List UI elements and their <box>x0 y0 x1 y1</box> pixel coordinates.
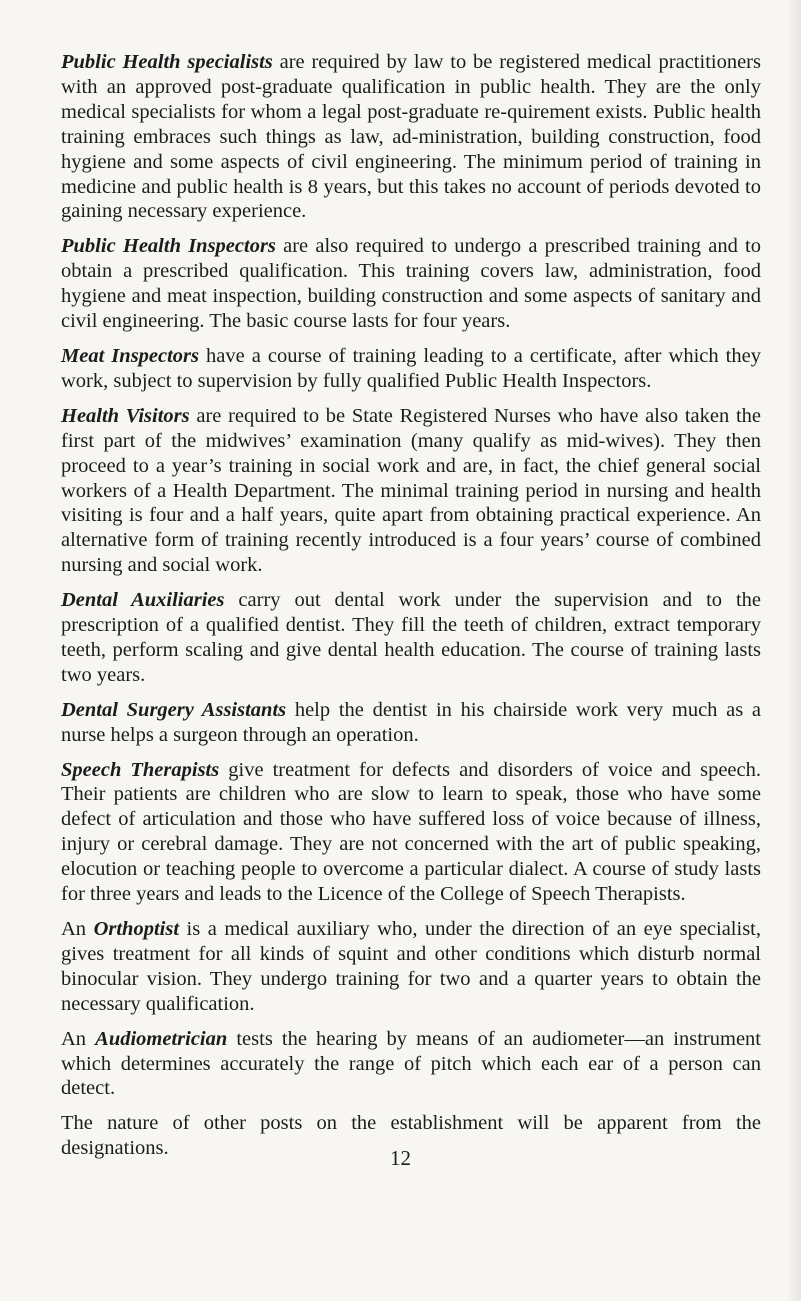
paragraph-audiometrician <box>61 1027 761 1102</box>
paragraph-text: help the dentist in his chairside work very much as a nurse helps a surgeon through an operation. <box>61 698 761 746</box>
term-dental-auxiliaries: Dental Auxiliaries <box>61 589 225 612</box>
term-orthoptist: Orthoptist <box>93 918 180 940</box>
paragraph-health-visitors <box>61 404 761 578</box>
term-dental-surgery-assistants: Dental Surgery Assistants <box>61 698 287 721</box>
paragraph-prefix: An <box>61 1027 96 1050</box>
paragraph-text: is a medical auxiliary who, under the direction of an eye specialist, gives treatment for all kinds of squint and other conditions which disturb normal binocular vision. They undergo training for two and a quarter years to obtain the necessary qualification. <box>61 918 761 1015</box>
paragraph-text: tests the hearing by means of an audiometer—an instrument which determines accurately the range of pitch which each ear of a person can detect. <box>61 1027 761 1100</box>
paragraph-text: are required to be State Registered Nurses who have also taken the first part of the midwives’ examination (many qualify as mid-wives). They then proceed to a year’s training in social work and are, in fact, the chief general social workers of a Health Department. The minimal training period in nursing and health visiting is four and a half years, quite apart from obtaining practical experience. An alternative form of training recently introduced is a four years’ course of combined nursing and social work. <box>61 404 761 577</box>
paragraph-dental-auxiliaries <box>61 588 761 688</box>
term-speech-therapists: Speech Therapists <box>61 758 220 781</box>
term-meat-inspectors: Meat Inspectors <box>61 344 200 367</box>
paragraph-prefix: An <box>61 918 94 940</box>
paragraph-speech-therapists <box>61 758 761 907</box>
term-health-visitors: Health Visitors <box>61 404 190 427</box>
paragraph-text: are also required to undergo a prescribed training and to obtain a prescribed qualification. This training covers law, administration, food hygiene and meat inspection, building construction and some aspects of sanitary and civil engineering. The basic course lasts for four years. <box>61 235 761 333</box>
paragraph-text: carry out dental work under the supervision and to the prescription of a qualified dentist. They fill the teeth of children, extract temporary teeth, perform scaling and give dental health education. The course of training lasts two years. <box>61 589 761 686</box>
paragraph-orthoptist <box>61 917 761 1017</box>
paragraph-dental-surgery-assistants <box>61 698 761 748</box>
document-body <box>61 50 761 1171</box>
page-edge-shadow <box>787 0 801 1301</box>
paragraph-text: give treatment for defects and disorders of voice and speech. Their patients are children who are slow to learn to speak, those who have some defect of articulation and those who have suffered loss of voice because of illness, injury or cerebral damage. They are not concerned with the art of public speaking, elocution or teaching people to overcome a particular dialect. A course of study lasts for three years and leads to the Licence of the College of Speech Therapists. <box>61 758 761 906</box>
term-public-health-inspectors: Public Health Inspectors <box>61 235 276 258</box>
paragraph-text: The nature of other posts on the establishment will be apparent from the designations. <box>61 1112 761 1160</box>
term-audiometrician: Audiometrician <box>95 1027 228 1050</box>
term-public-health-specialists: Public Health specialists <box>61 51 273 73</box>
paragraph-text: are required by law to be registered medical practitioners with an approved post-graduate qualification in public health. They are the only medical specialists for whom a legal post-graduate re-quirement exists. Public health training embraces such things as law, ad-ministration, building construction, food hygiene and some aspects of civil engineering. The minimum period of training in medicine and public health is 8 years, but this takes no account of periods devoted to gaining necessary experience. <box>61 51 761 223</box>
paragraph-public-health-inspectors <box>61 234 761 334</box>
page-number: 12 <box>390 1146 411 1170</box>
paragraph-meat-inspectors <box>61 344 761 394</box>
paragraph-public-health-specialists <box>61 50 761 224</box>
paragraph-text: have a course of training leading to a certificate, after which they work, subject to supervision by fully qualified Public Health Inspectors. <box>61 344 761 392</box>
